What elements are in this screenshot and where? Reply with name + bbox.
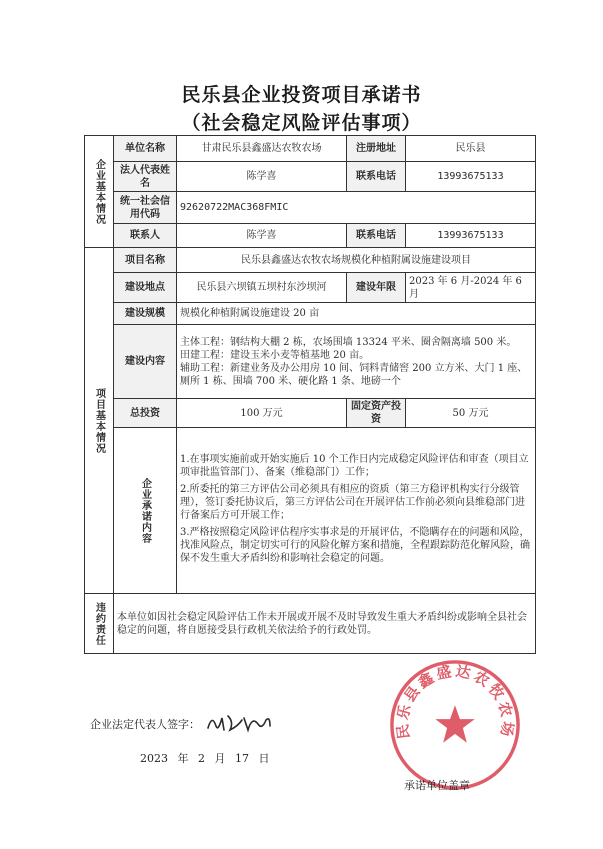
sign-date: 2023 年 2 月 17 日 (140, 752, 270, 765)
contact-phone-label: 联系电话 (347, 224, 406, 248)
contact-value: 陈学喜 (177, 224, 347, 248)
unit-name-value: 甘肃民乐县鑫盛达农牧农场 (177, 136, 347, 162)
row-scale (85, 303, 536, 325)
reg-address-value: 民乐县 (406, 136, 536, 162)
commitment-item-1: 1.在事项实施前或开始实施后 10 个工作日内完成稳定风险评估和审查（项目立项审批监管部门）、备案（维稳部门）工作； (180, 453, 529, 478)
phone-label: 联系电话 (347, 162, 406, 192)
credit-code-value: 92620722MAC368FMIC (177, 192, 536, 224)
content-label: 建设内容 (114, 325, 177, 399)
handwritten-signature (204, 708, 274, 736)
total-invest-label: 总投资 (114, 399, 177, 428)
period-label: 建设年限 (347, 273, 406, 303)
project-name-label: 项目名称 (114, 248, 177, 273)
document-subtitle: （社会稳定风险评估事项） (181, 112, 422, 134)
seal-text: 民乐县鑫盛达农牧农场 (394, 662, 516, 741)
content-value (177, 325, 536, 399)
fixed-invest-label: 固定资产投资 (347, 399, 406, 428)
section-liability: 违约责任 (85, 594, 114, 654)
row-location (85, 273, 536, 303)
reg-address-label: 注册地址 (347, 136, 406, 162)
row-credit-code (85, 192, 536, 224)
company-seal (386, 656, 524, 794)
scale-value: 规模化种植附属设施建设 20 亩 (177, 303, 536, 325)
rep-signature-label: 企业法定代表人签字： (90, 718, 200, 731)
location-value: 民乐县六坝镇五坝村东沙坝河 (177, 273, 347, 303)
document-title: 民乐县企业投资项目承诺书 (181, 84, 422, 106)
section-commitment: 企业承诺内容 (114, 428, 177, 594)
phone-value: 13993675133 (406, 162, 536, 192)
row-content (85, 325, 536, 399)
contact-phone-value: 13993675133 (406, 224, 536, 248)
commitment-item-2: 2.所委托的第三方评估公司必须具有相应的资质（第三方稳评机构实行分级管理），签订委托协议后，第三方评估公司在开展评估工作前必须向县维稳部门进行备案后方可开展工作； (180, 483, 525, 521)
location-label: 建设地点 (114, 273, 177, 303)
fixed-invest-value: 50 万元 (406, 399, 536, 428)
row-unit-name (85, 136, 536, 162)
row-legal-rep (85, 162, 536, 192)
content-line-aux: 辅助工程：新建业务及办公用房 10 间、饲料青储窖 200 立方米、大门 1 座、厕所 1 栋、围墙 700 米、硬化路 1 条、地磅一个 (180, 362, 528, 387)
content-line-main: 主体工程：钢结构大棚 2 栋，农场围墙 13324 平米、圈舍隔离墙 500 米。 (180, 336, 517, 348)
period-value: 2023 年 6 月-2024 年 6 月 (406, 273, 536, 303)
liability-text: 本单位如因社会稳定风险评估工作未开展或开展不及时导致发生重大矛盾纠纷或影响全县社会稳定的问题，将自愿接受县行政机关依法给予的行政处罚。 (114, 594, 536, 654)
seal-star-icon (435, 705, 474, 742)
row-investment (85, 399, 536, 428)
row-project-name (85, 248, 536, 273)
credit-code-label: 统一社会信用代码 (114, 192, 177, 224)
content-line-field: 田建工程：建设玉米小麦等植基地 20 亩。 (180, 349, 370, 361)
total-invest-value: 100 万元 (177, 399, 347, 428)
signature-block (84, 650, 535, 800)
scale-label: 建设规模 (114, 303, 177, 325)
commitment-item-3: 3.严格按照稳定风险评估程序实事求是的开展评估，不隐瞒存在的问题和风险，找准风险点，制定切实可行的风险化解方案和措施，全程跟踪防范化解风险，确保不发生重大矛盾纠纷和影响社会稳定的问题。 (180, 526, 530, 564)
commitment-text (177, 428, 536, 594)
project-name-value: 民乐县鑫盛达农牧农场规模化种植附属设施建设项目 (177, 248, 536, 273)
legal-rep-label: 法人代表姓名 (114, 162, 177, 192)
row-liability (85, 594, 536, 654)
contact-label: 联系人 (114, 224, 177, 248)
commitment-table (84, 135, 536, 654)
row-contact (85, 224, 536, 248)
unit-name-label: 单位名称 (114, 136, 177, 162)
section-project-info: 项目基本情况 (85, 248, 114, 594)
row-commitment (85, 428, 536, 594)
seal-label: 承诺单位盖章 (404, 779, 470, 792)
section-enterprise-info: 企业基本情况 (85, 136, 114, 248)
legal-rep-value: 陈学喜 (177, 162, 347, 192)
